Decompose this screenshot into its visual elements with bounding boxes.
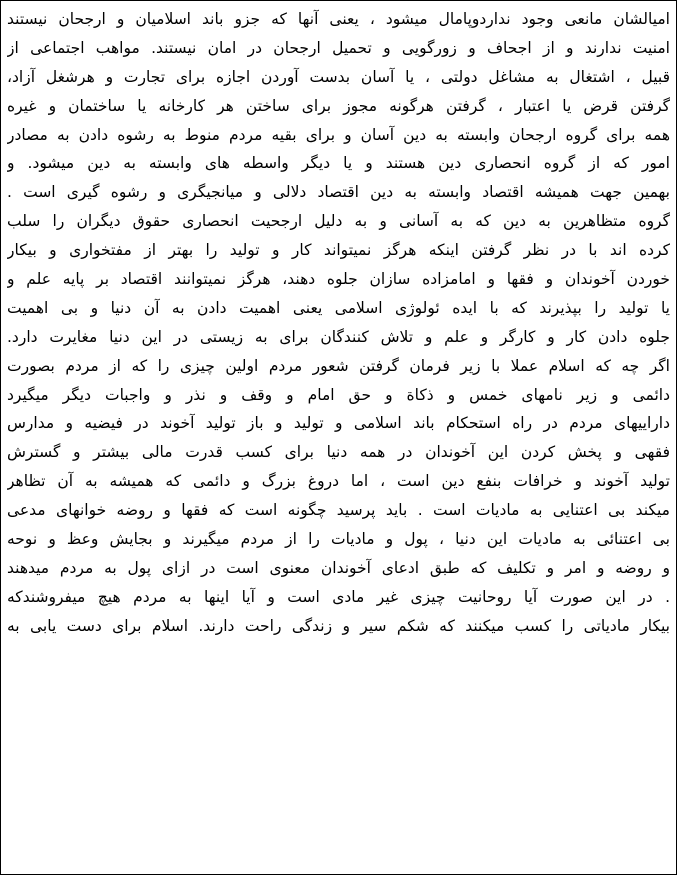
- text-line: داراییهای مردم در راه استحکام باند اسلامی و تولید و باز تولید آخوند در فیضیه و مدارس: [7, 414, 670, 433]
- text-line: بی اعتنائی به مادیات این دنیا ، پول و مادیات را از مردم میگیرند و بجایش وعظ و نوحه: [7, 530, 670, 549]
- text-line: امور که از گروه انحصاری دین هستند و یا دیگر واسطه های وابسته به دین میشود. و: [7, 154, 670, 173]
- text-line: امیالشان مانعی وجود نداردوپامال میشود ، یعنی آنها که جزو باند اسلامیان و ارجحان نیستند: [7, 10, 670, 28]
- text-line: گروه متظاهرین به دین که به آسانی و به دلیل ارجحیت انحصاری حقوق دیگران را سلب: [7, 212, 670, 231]
- text-line: گرفتن قرض یا اعتبار ، گرفتن هرگونه مجوز برای ساختن هر کارخانه یا ساختمان و غیره: [7, 96, 670, 115]
- text-line: امنیت ندارند و از اجحاف و زورگویی و تحمیل ارجحان در امان نیستند. مواهب اجتماعی از: [7, 38, 670, 57]
- text-line: کرده اند با در نظر گرفتن اینکه هرگز نمیتواند کار و تولید را بهتر از مفتخواری و بیکار: [7, 241, 670, 260]
- text-line: خوردن آخوندان و فقها و امامزاده سازان جلوه دهند، هرگز نمیتوانند اقتصاد بر پایه علم و: [7, 270, 670, 289]
- text-line: . در این صورت آیا روحانیت چیزی غیر مادی است و آیا اینها به مردم هیچ میفروشندکه: [7, 587, 670, 606]
- text-line: قبیل ، اشتغال به مشاغل دولتی ، یا آسان بدست آوردن اجازه برای تجارت و هرشغل آزاد،: [7, 67, 670, 86]
- text-line: و روضه و امر و تکلیف که طبق ادعای آخوندان معنوی است در ازای پول به مردم میدهند: [7, 558, 670, 577]
- text-line: دائمی و زیر نامهای خمس و ذکاة و حق امام و وقف و نذر و واجبات دیگر میگیرد: [7, 385, 670, 404]
- text-line: تولید آخوند و خرافات بنفع دین است ، اما دروغ بزرگ و دائمی که همیشه به آن تظاهر: [7, 472, 670, 491]
- text-line: میکند بی اعتنایی به مادیات است . باید پرسید چگونه است که فقها و روضه خوانهای مدعی: [7, 501, 670, 520]
- text-line: اگر چه که اسلام عملا با زیر فرمان گرفتن شعور مردم اولین چیزی را که از مردم بصورت: [7, 356, 670, 375]
- paragraph-text: [7, 5, 670, 641]
- text-line: همه برای گروه ارجحان وابسته به دین آسان و برای بقیه مردم منوط به رشوه دادن به مصادر: [7, 125, 670, 144]
- text-line: فقهی و پخش کردن این آخوندان در همه دنیا برای کسب قدرت مالی بیشتر و گسترش: [7, 443, 670, 462]
- text-line: جلوه دادن کار و کارگر و علم و تلاش کنندگان برای به زیستی در این دنیا مغایرت دارد.: [7, 327, 670, 346]
- text-line: یا تولید را بپذیرند که با ایده ئولوژی اسلامی یعنی اهمیت دادن به آن دنیا و بی اهمیت: [7, 298, 670, 317]
- text-line: بهمین جهت همیشه اقتصاد وابسته به دین اقتصاد دلالی و میانجیگری و رشوه گیری است .: [7, 183, 670, 202]
- text-line: بیکار مادیاتی را کسب میکنند که شکم سیر و زندگی راحت دارند. اسلام برای دست یابی به: [7, 616, 670, 635]
